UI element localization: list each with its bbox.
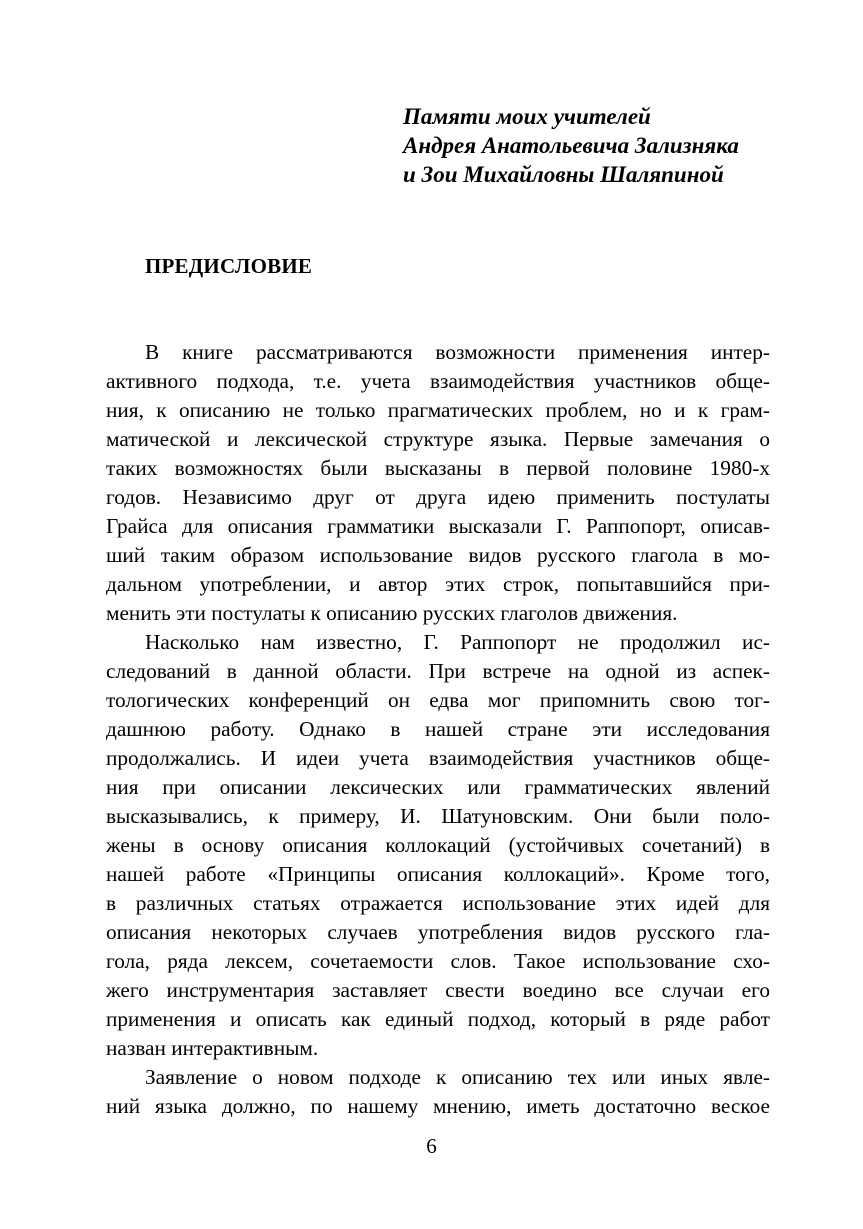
page-number: 6 bbox=[426, 1134, 437, 1158]
text-line: таких возможностях были высказаны в первой половине 1980-х bbox=[106, 456, 770, 480]
text-line: тологических конференций он едва мог припомнить свою тог- bbox=[106, 688, 770, 712]
dedication bbox=[403, 102, 823, 189]
text-line: В книге рассматриваются возможности применения интер- bbox=[145, 340, 770, 364]
text-line: дальном употреблении, и автор этих строк, попытавшийся при- bbox=[106, 572, 770, 596]
section-heading: ПРЕДИСЛОВИЕ bbox=[145, 254, 313, 278]
text-line: Насколько нам известно, Г. Раппопорт не продолжил ис- bbox=[145, 630, 770, 654]
text-line: ния при описании лексических или грамматических явлений bbox=[106, 775, 770, 799]
text-line: нашей работе «Принципы описания коллокаций». Кроме того, bbox=[106, 862, 770, 886]
text-line: жего инструментария заставляет свести воедино все случаи его bbox=[106, 978, 770, 1002]
dedication-line-2: Андрея Анатольевича Зализняка bbox=[403, 133, 739, 158]
text-line: ший таким образом использование видов русского глагола в мо- bbox=[106, 543, 770, 567]
text-line: дашнюю работу. Однако в нашей стране эти исследования bbox=[106, 717, 770, 741]
text-line: описания некоторых случаев употребления видов русского гла- bbox=[106, 920, 770, 944]
dedication-line-1: Памяти моих учителей bbox=[403, 104, 651, 129]
text-line: в различных статьях отражается использование этих идей для bbox=[106, 891, 770, 915]
text-line: назван интерактивным. bbox=[106, 1036, 319, 1060]
text-line: Грайса для описания грамматики высказали Г. Раппопорт, описав- bbox=[106, 514, 770, 538]
text-line: жены в основу описания коллокаций (устойчивых сочетаний) в bbox=[106, 833, 770, 857]
text-line: продолжались. И идеи учета взаимодействия участников обще- bbox=[106, 746, 770, 770]
body-text bbox=[106, 338, 770, 1121]
text-line: матической и лексической структуре языка. Первые замечания о bbox=[106, 427, 770, 451]
text-line: активного подхода, т.е. учета взаимодействия участников обще- bbox=[106, 369, 770, 393]
text-line: менить эти постулаты к описанию русских глаголов движения. bbox=[106, 601, 678, 625]
text-line: применения и описать как единый подход, который в ряде работ bbox=[106, 1007, 770, 1031]
dedication-line-3: и Зои Михайловны Шаляпиной bbox=[403, 162, 724, 187]
text-line: ний языка должно, по нашему мнению, иметь достаточно веское bbox=[106, 1094, 770, 1118]
text-line: следований в данной области. При встрече на одной из аспек- bbox=[106, 659, 770, 683]
text-line: годов. Независимо друг от друга идею применить постулаты bbox=[106, 485, 770, 509]
text-line: гола, ряда лексем, сочетаемости слов. Такое использование схо- bbox=[106, 949, 770, 973]
text-line: ния, к описанию не только прагматических проблем, но и к грам- bbox=[106, 398, 770, 422]
text-line: высказывались, к примеру, И. Шатуновским. Они были поло- bbox=[106, 804, 770, 828]
text-line: Заявление о новом подходе к описанию тех или иных явле- bbox=[145, 1065, 770, 1089]
